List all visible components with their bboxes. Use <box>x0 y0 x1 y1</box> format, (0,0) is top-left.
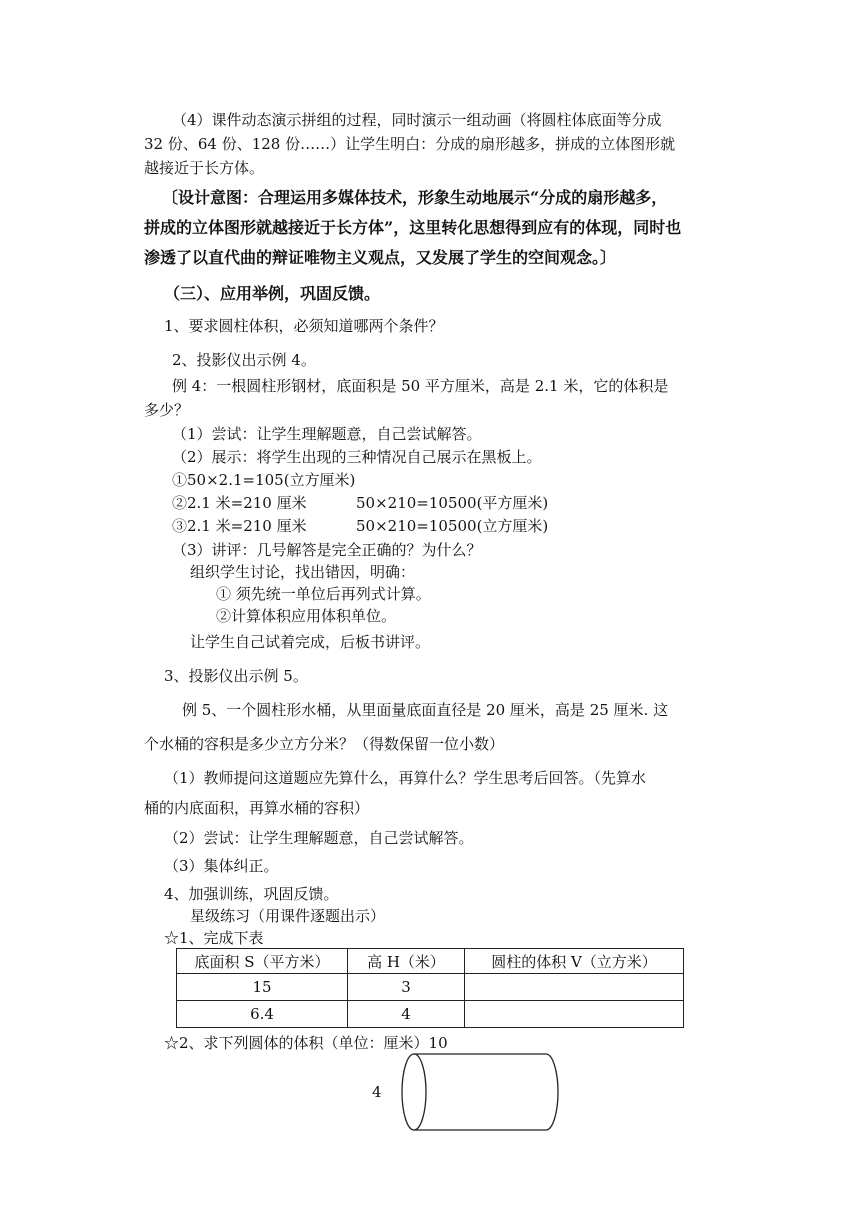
table-cell: 4 <box>348 1001 465 1028</box>
paragraph-line: （3）讲评：几号解答是完全正确的？为什么？ <box>172 541 482 559</box>
cylinder-right-base <box>546 1054 558 1130</box>
exercise-1-title: ☆1、完成下表 <box>164 929 264 947</box>
example-4-line: 多少？ <box>144 401 190 419</box>
table-row <box>177 974 684 1001</box>
example-5-line: 个水桶的容积是多少立方分米？（得数保留一位小数） <box>144 735 505 753</box>
paragraph-line: ②计算体积应用体积单位。 <box>216 607 397 625</box>
example-5-line: 例 5、一个圆柱形水桶，从里面量底面直径是 20 厘米，高是 25 厘米. 这 <box>182 701 669 719</box>
table-cell: 6.4 <box>177 1001 348 1028</box>
paragraph-line: 桶的内底面积，再算水桶的容积） <box>144 799 370 817</box>
paragraph-line: （1）教师提问这道题应先算什么，再算什么？学生思考后回答。（先算水 <box>164 769 647 787</box>
table-header-cell: 底面积 S（平方米） <box>177 949 348 974</box>
table-header-cell: 圆柱的体积 V（立方米） <box>465 949 684 974</box>
table-header-row <box>177 949 684 974</box>
paragraph-line: 越接近于长方体。 <box>144 159 265 177</box>
design-intent-line: 渗透了以直代曲的辩证唯物主义观点，又发展了学生的空间观念。〕 <box>144 248 617 267</box>
solution-line: 50×210=10500(立方厘米) <box>356 517 549 535</box>
paragraph-line: 让学生自己试着完成，后板书讲评。 <box>190 633 431 651</box>
paragraph-line: 3、投影仪出示例 5。 <box>164 667 308 685</box>
table-row <box>177 1001 684 1028</box>
exercise-table <box>176 948 684 1028</box>
paragraph-line: 1、要求圆柱体积，必须知道哪两个条件？ <box>164 317 444 335</box>
paragraph-line: 32 份、64 份、128 份……）让学生明白：分成的扇形越多，拼成的立体图形就 <box>144 135 676 153</box>
solution-line: ③2.1 米=210 厘米 <box>172 517 307 535</box>
solution-line: 50×210=10500(平方厘米) <box>356 494 549 512</box>
paragraph-line: 2、投影仪出示例 4。 <box>172 351 316 369</box>
table-cell: 3 <box>348 974 465 1001</box>
paragraph-line: （2）尝试：让学生理解题意，自己尝试解答。 <box>164 829 474 847</box>
paragraph-line: 组织学生讨论，找出错因，明确： <box>190 563 416 581</box>
exercise-2-title: ☆2、求下列圆体的体积（单位：厘米）10 <box>164 1034 448 1052</box>
cylinder-height-label: 4 <box>372 1083 382 1101</box>
example-4-line: 例 4：一根圆柱形钢材，底面积是 50 平方厘米，高是 2.1 米，它的体积是 <box>172 377 669 395</box>
table-cell: 15 <box>177 974 348 1001</box>
paragraph-line: （2）展示：将学生出现的三种情况自己展示在黑板上。 <box>172 448 542 466</box>
design-intent-line: 拼成的立体图形就越接近于长方体”，这里转化思想得到应有的体现，同时也 <box>144 218 682 237</box>
paragraph-line: 星级练习（用课件逐题出示） <box>190 907 386 925</box>
table-cell <box>465 1001 684 1028</box>
design-intent-line: 〔设计意图：合理运用多媒体技术，形象生动地展示“分成的扇形越多， <box>162 188 668 207</box>
table-cell <box>465 974 684 1001</box>
solution-line: ①50×2.1=105(立方厘米) <box>172 471 356 489</box>
section-heading: （三）、应用举例，巩固反馈。 <box>164 284 381 303</box>
paragraph-line: （3）集体纠正。 <box>164 857 279 875</box>
table-header-cell: 高 H（米） <box>348 949 465 974</box>
solution-line: ②2.1 米=210 厘米 <box>172 494 307 512</box>
paragraph-line: ① 须先统一单位后再列式计算。 <box>216 585 431 603</box>
cylinder-figure <box>400 1050 564 1134</box>
cylinder-left-base <box>402 1054 426 1130</box>
paragraph-line: （1）尝试：让学生理解题意，自己尝试解答。 <box>172 425 482 443</box>
paragraph-line: （4）课件动态演示拼组的过程，同时演示一组动画（将圆柱体底面等分成 <box>172 111 662 129</box>
paragraph-line: 4、加强训练，巩固反馈。 <box>164 885 339 903</box>
